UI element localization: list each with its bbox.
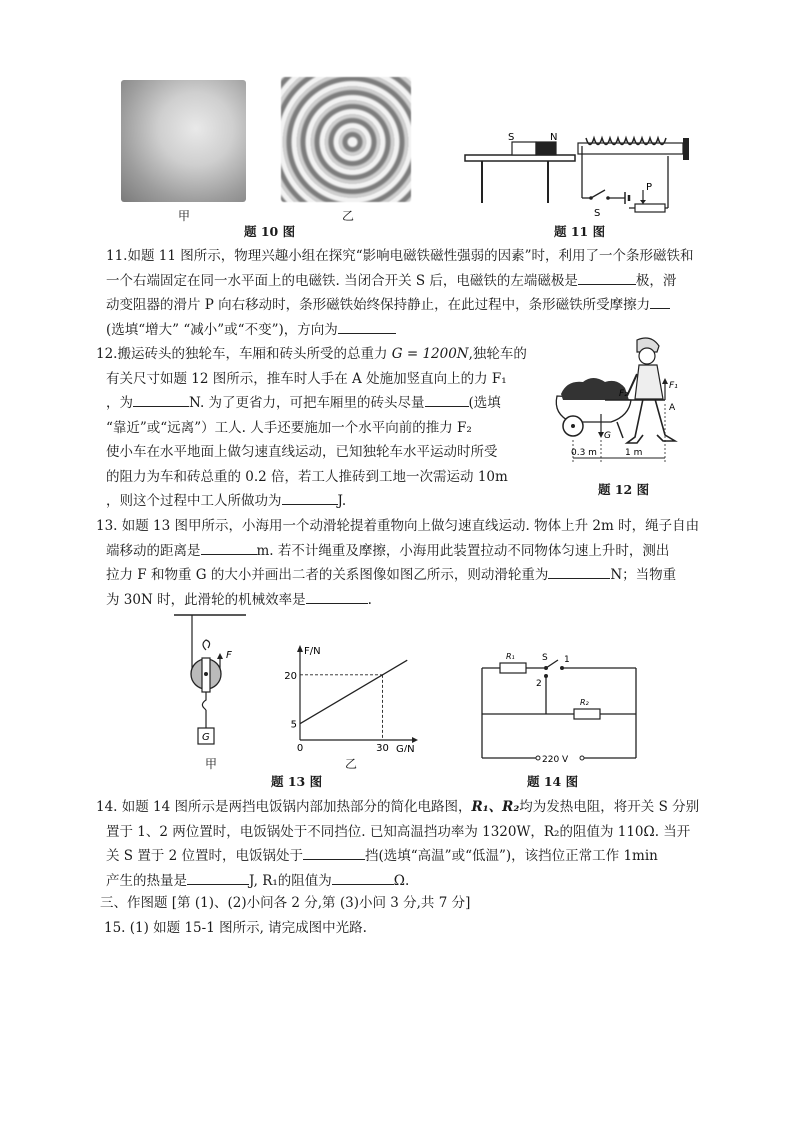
fig12-label-d2: 1 m xyxy=(625,448,643,458)
q13-text xyxy=(96,514,699,612)
q12-line: ，则这个过程中工人所做功为 J. xyxy=(106,493,347,509)
fig14-label-1: 1 xyxy=(564,655,570,665)
fig10-photo-b xyxy=(281,77,411,202)
fig12-label-f2: F₂ xyxy=(619,389,628,399)
q11-blank-direction[interactable] xyxy=(338,320,396,334)
fig14-switch-blade xyxy=(546,660,558,668)
fig13b-y-tick-5: 5 xyxy=(290,719,297,731)
fig13b-x-arrowhead xyxy=(412,737,418,743)
q13-line: 13. 如题 13 图甲所示，小海用一个动滑轮提着重物向上做匀速直线运动. 物体上升 2m 时，绳子自由 xyxy=(96,518,700,534)
fig13b-data-line xyxy=(300,660,407,724)
fig14-r2 xyxy=(574,709,600,719)
fig13a-top-hook xyxy=(203,640,210,650)
fig13b-x-label: G/N xyxy=(396,744,415,752)
fig13a-label-f: F xyxy=(226,650,232,661)
fig13b-origin: 0 xyxy=(296,743,304,752)
fig12-worker-head xyxy=(639,348,655,364)
q12-text xyxy=(96,342,527,514)
q14-line: 置于 1、2 两位置时，电饭锅处于不同挡位. 已知高温挡功率为 1320W，R₂的阻值为 110Ω. 当开 xyxy=(106,823,691,840)
fig13-label-b: 乙 xyxy=(345,757,358,771)
fig14-terminal xyxy=(580,756,584,760)
fig10-caption: 题 10 图 xyxy=(244,224,296,239)
fig12-caption: 题 12 图 xyxy=(598,482,650,497)
fig12-stand xyxy=(617,422,623,438)
fig12-label-d1: 0.3 m xyxy=(571,448,597,458)
section-3-heading: 三、作图题 [第 (1)、(2)小问各 2 分,第 (3)小问 3 分,共 7 分] xyxy=(100,895,471,911)
fig14-label-s: S xyxy=(542,653,548,663)
q12-blank-f1[interactable] xyxy=(133,393,189,407)
fig13b-y-label: F/N xyxy=(304,646,321,657)
fig12-label-a: A xyxy=(669,403,676,413)
fig13b-chart xyxy=(282,640,422,752)
fig14-r1 xyxy=(500,663,526,673)
fig11-label-n: N xyxy=(550,132,558,143)
q12-line: 的阻力为车和砖总重的 0.2 倍，若工人推砖到工地一次需运动 10m xyxy=(106,468,508,485)
fig12-axle xyxy=(571,424,575,428)
fig14-label-r1: R₁ xyxy=(506,652,515,661)
q12-line: 12.搬运砖头的独轮车，车厢和砖头所受的总重力 G = 1200N,独轮车的 xyxy=(96,346,527,362)
fig10-label-b: 乙 xyxy=(342,209,355,223)
q11-line: 11.如题 11 图所示，物理兴趣小组在探究“影响电磁铁磁性强弱的因素”时，利用了一个条形磁铁和 xyxy=(106,248,694,264)
q12-line: ，为 N. 为了更省力，可把车厢里的砖头尽量 (选填 xyxy=(106,395,501,411)
q14-blank-r1[interactable] xyxy=(332,871,394,885)
q14-blank-heat[interactable] xyxy=(187,871,249,885)
fig13a-label-g: G xyxy=(202,732,210,743)
q13-blank-pulley-weight[interactable] xyxy=(548,565,610,579)
fig12-worker-body xyxy=(635,365,663,399)
fig11-wall-mount xyxy=(683,138,689,160)
fig14-caption: 题 14 图 xyxy=(527,774,579,789)
fig10-label-a: 甲 xyxy=(178,209,191,223)
q14-line: 产生的热量是 J, R₁的阻值为 Ω. xyxy=(106,872,410,889)
q15-text: 15. (1) 如题 15-1 图所示, 请完成图中光路. xyxy=(104,920,367,936)
fig12-label-f1: F₁ xyxy=(669,381,678,391)
fig13a-pulley-axle xyxy=(204,672,208,676)
fig14-terminal xyxy=(536,756,540,760)
q13-blank-efficiency[interactable] xyxy=(306,590,368,604)
fig13a-diagram xyxy=(170,612,250,757)
fig13a-f-arrowhead xyxy=(217,653,223,659)
fig12-label-g: G xyxy=(604,431,611,441)
fig12-f1-arrowhead xyxy=(662,378,668,384)
q11-line: 一个右端固定在同一水平面上的电磁铁. 当闭合开关 S 后，电磁铁的左端磁极是 极，滑 xyxy=(106,272,677,289)
q13-line: 拉力 F 和物重 G 的大小并画出二者的关系图像如图乙所示，则动滑轮重为 N；当物重 xyxy=(106,567,677,583)
fig14-circuit xyxy=(478,648,643,770)
fig11-table-top xyxy=(465,155,575,161)
q11-blank-friction[interactable] xyxy=(650,295,670,309)
q14-text xyxy=(96,795,699,893)
fig11-label-switch: S xyxy=(594,208,601,219)
fig12-worker-legs xyxy=(627,399,675,443)
fig13-label-a: 甲 xyxy=(205,757,218,771)
q11-text xyxy=(106,244,694,342)
q12-line: “靠近”或“远离”）工人. 人手还要施加一个水平向前的推力 F₂ xyxy=(106,419,472,436)
fig11-magnet-n-half xyxy=(536,142,556,155)
fig13b-x-tick-30: 30 xyxy=(376,743,389,752)
fig13b-y-tick-20: 20 xyxy=(284,670,297,682)
fig12-diagram xyxy=(545,334,695,474)
q13-line: 端移动的距离是 m. 若不计绳重及摩擦，小海用此装置拉动不同物体匀速上升时，测出 xyxy=(106,542,670,559)
fig11-caption: 题 11 图 xyxy=(554,224,606,239)
fig13b-y-arrowhead xyxy=(297,645,303,652)
fig13a-hook xyxy=(202,692,206,710)
q14-blank-setting[interactable] xyxy=(303,846,365,860)
q12-line: 使小车在水平地面上做匀速直线运动，已知独轮车水平运动时所受 xyxy=(106,444,498,460)
fig11-slider-arrow xyxy=(640,200,646,204)
q13-blank-distance[interactable] xyxy=(201,541,257,555)
fig14-label-2: 2 xyxy=(536,679,542,689)
fig11-diagram xyxy=(460,128,700,223)
q12-line: 有关尺寸如题 12 图所示，推车时人手在 A 处施加竖直向上的力 F₁ xyxy=(106,370,507,387)
q13-line: 为 30N 时，此滑轮的机械效率是 . xyxy=(106,591,372,608)
q14-line: 关 S 置于 2 位置时，电饭锅处于 挡(选填“高温”或“低温”)，该挡位正常工作 1min xyxy=(106,848,658,864)
fig13-caption: 题 13 图 xyxy=(271,774,323,789)
q11-blank-pole[interactable] xyxy=(578,271,636,285)
fig11-magnet-s-half xyxy=(512,142,536,155)
fig14-label-r2: R₂ xyxy=(580,698,589,707)
q12-blank-work[interactable] xyxy=(282,491,338,505)
q11-line: 动变阻器的滑片 P 向右移动时，条形磁铁始终保持静止，在此过程中，条形磁铁所受摩擦力 xyxy=(106,293,694,318)
q11-line: (选填“增大” “减小”或“不变”)，方向为 xyxy=(106,318,694,343)
q12-blank-position[interactable] xyxy=(425,393,469,407)
q14-line: 14. 如题 14 图所示是两挡电饭锅内部加热部分的简化电路图，R₁、R₂均为发热电阻，将开关 S 分别 xyxy=(96,799,700,815)
fig10-photo-a xyxy=(121,80,246,202)
fig14-label-voltage: 220 V xyxy=(542,755,569,765)
fig11-label-p: P xyxy=(646,182,653,193)
fig11-switch-blade xyxy=(591,190,605,198)
fig11-rheostat xyxy=(635,204,665,212)
fig11-label-s: S xyxy=(508,132,515,143)
